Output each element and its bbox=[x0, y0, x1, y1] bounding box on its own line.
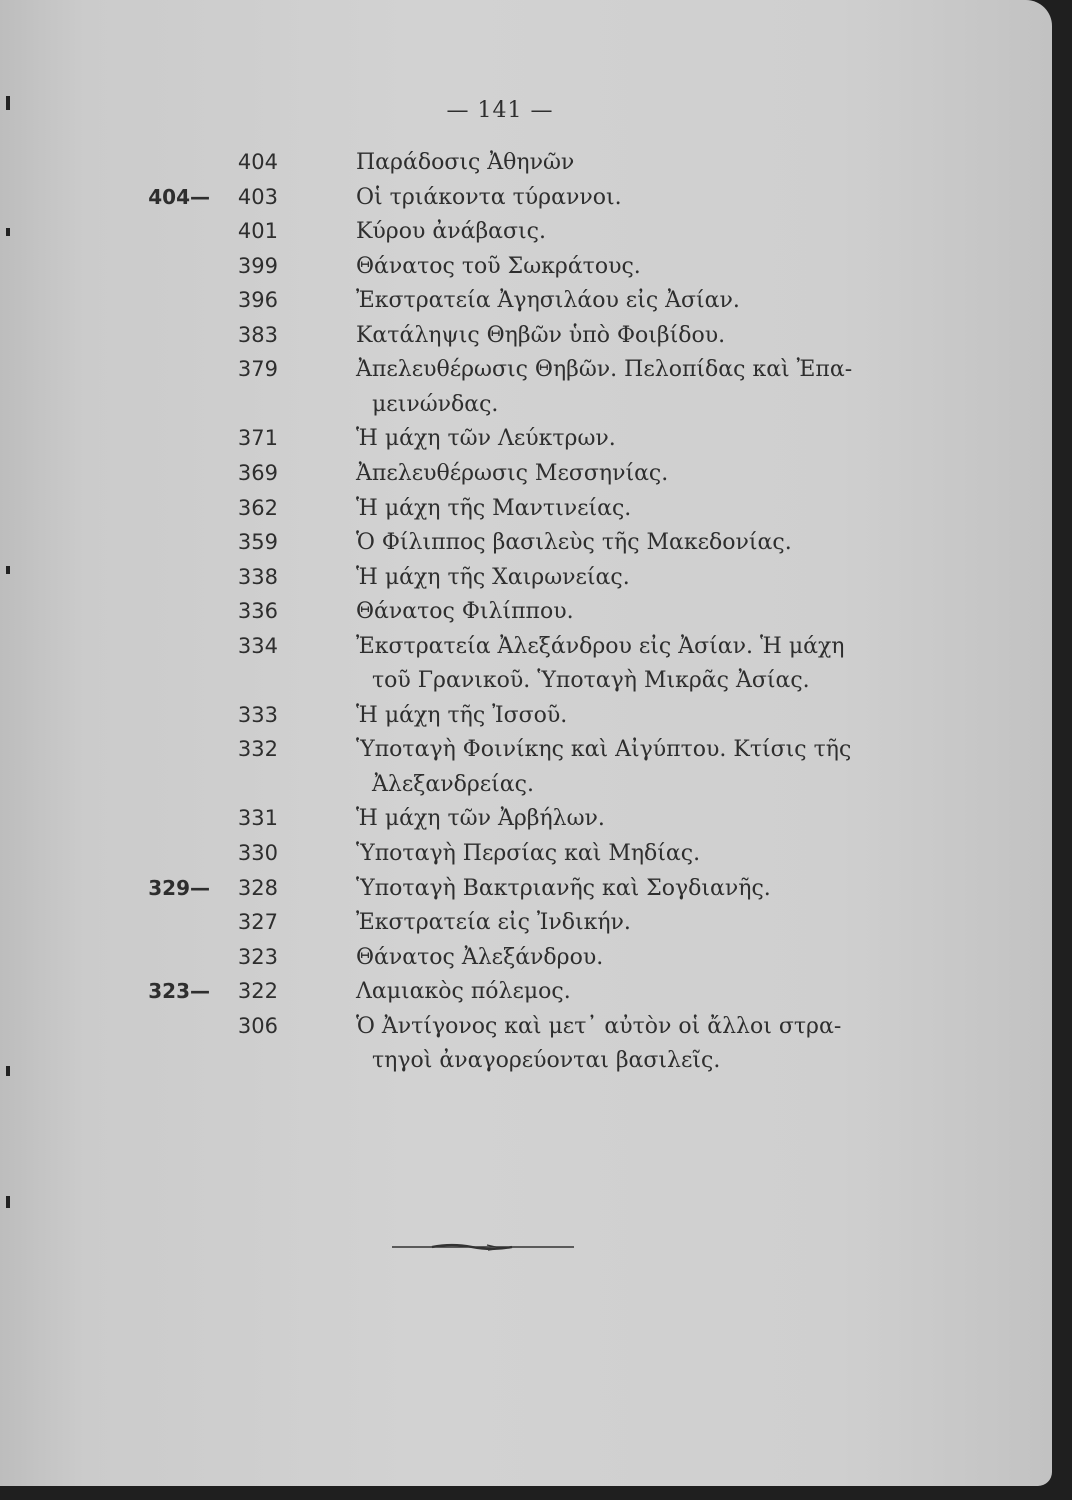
chronology-entry bbox=[0, 146, 1000, 181]
event-text: Θάνατος Ἀλεξάνδρου. bbox=[356, 944, 604, 970]
range-start-year: 404— bbox=[148, 184, 210, 209]
event-text: Ὑποταγὴ Βακτριανῆς καὶ Σογδιανῆς. bbox=[356, 875, 771, 901]
chronology-entry bbox=[0, 457, 1000, 492]
event-text: Θάνατος Φιλίππου. bbox=[356, 599, 574, 625]
year: 401 bbox=[237, 219, 278, 244]
event-text-continued: τοῦ Γρανικοῦ. Ὑποταγὴ Μικρᾶς Ἀσίας. bbox=[372, 668, 810, 694]
range-start-year: 329— bbox=[148, 875, 210, 900]
chronology-entry bbox=[0, 1010, 1000, 1079]
year: 371 bbox=[237, 426, 278, 451]
year: 328 bbox=[237, 875, 278, 900]
year: 369 bbox=[237, 460, 278, 485]
year: 383 bbox=[237, 322, 278, 347]
event-text: Ἐκστρατεία Ἀλεξάνδρου εἰς Ἀσίαν. Ἡ μάχη bbox=[356, 633, 845, 659]
event-text: Ἡ μάχη τῶν Ἀρβήλων. bbox=[356, 806, 605, 832]
chronology-entry bbox=[0, 595, 1000, 630]
range-start-year: 323— bbox=[148, 979, 210, 1004]
event-text: Ἡ μάχη τῶν Λεύκτρων. bbox=[356, 426, 616, 452]
event-text: Ἡ μάχη τῆς Ἰσσοῦ. bbox=[356, 702, 568, 728]
chronology-entry bbox=[0, 215, 1000, 250]
event-text: Παράδοσις Ἀθηνῶν bbox=[356, 150, 575, 175]
event-text: Ἡ μάχη τῆς Χαιρωνείας. bbox=[356, 564, 630, 590]
event-text: Ὁ Φίλιππος βασιλεὺς τῆς Μακεδονίας. bbox=[356, 530, 792, 556]
year: 396 bbox=[237, 288, 278, 313]
chronology-entry bbox=[0, 492, 1000, 527]
year: 322 bbox=[237, 979, 278, 1004]
year: 399 bbox=[237, 253, 278, 278]
margin-mark bbox=[6, 1196, 10, 1208]
year: 333 bbox=[237, 702, 278, 727]
chronology-entry bbox=[0, 630, 1000, 699]
chronology-entry bbox=[0, 319, 1000, 354]
year: 327 bbox=[237, 910, 278, 935]
event-text: Κατάληψις Θηβῶν ὑπὸ Φοιβίδου. bbox=[356, 322, 726, 348]
year: 338 bbox=[237, 564, 278, 589]
year: 359 bbox=[237, 530, 278, 555]
chronology-entry bbox=[0, 284, 1000, 319]
year: 334 bbox=[237, 633, 278, 658]
year: 404 bbox=[237, 150, 278, 174]
page-number: — 141 — bbox=[446, 98, 554, 123]
event-text: Κύρου ἀνάβασις. bbox=[356, 219, 546, 245]
chronology-entry bbox=[0, 699, 1000, 734]
chronology-entry bbox=[0, 250, 1000, 285]
chronology-entry bbox=[0, 906, 1000, 941]
event-text-continued: Ἀλεξανδρείας. bbox=[372, 771, 534, 797]
year: 323 bbox=[237, 944, 278, 969]
event-text: Λαμιακὸς πόλεμος. bbox=[356, 979, 571, 1005]
chronology-entry bbox=[0, 526, 1000, 561]
event-text-continued: τηγοὶ ἀναγορεύονται βασιλεῖς. bbox=[372, 1048, 721, 1074]
event-text-continued: μεινώνδας. bbox=[372, 391, 499, 417]
event-text: Ὑποταγὴ Φοινίκης καὶ Αἰγύπτου. Κτίσις τῆς bbox=[356, 737, 852, 763]
event-text: Ὁ Ἀντίγονος καὶ μετ᾽ αὐτὸν οἱ ἄλλοι στρα- bbox=[356, 1013, 842, 1039]
event-text: Ἀπελευθέρωσις Μεσσηνίας. bbox=[356, 460, 669, 486]
end-ornament bbox=[392, 1242, 574, 1252]
event-text: Ἐκστρατεία Ἀγησιλάου εἰς Ἀσίαν. bbox=[356, 288, 740, 314]
chronology-entry bbox=[0, 872, 1000, 907]
event-text: Ἡ μάχη τῆς Μαντινείας. bbox=[356, 495, 632, 521]
chronology-entry bbox=[0, 941, 1000, 976]
chronology-entry bbox=[0, 422, 1000, 457]
event-text: Ὑποταγὴ Περσίας καὶ Μηδίας. bbox=[356, 841, 701, 866]
chronology-entry bbox=[0, 353, 1000, 422]
year: 331 bbox=[237, 806, 278, 831]
chronology-entry bbox=[0, 975, 1000, 1010]
year: 362 bbox=[237, 495, 278, 520]
event-text: Ἀπελευθέρωσις Θηβῶν. Πελοπίδας καὶ Ἐπα- bbox=[356, 357, 853, 383]
year: 403 bbox=[237, 184, 278, 209]
year: 379 bbox=[237, 357, 278, 382]
year: 330 bbox=[237, 841, 278, 865]
chronology-entry bbox=[0, 561, 1000, 596]
event-text: Ἐκστρατεία εἰς Ἰνδικήν. bbox=[356, 910, 631, 936]
event-text: Οἱ τριάκοντα τύραννοι. bbox=[356, 184, 622, 210]
event-text: Θάνατος τοῦ Σωκράτους. bbox=[356, 253, 641, 279]
year: 306 bbox=[237, 1013, 278, 1038]
chronology-entry bbox=[0, 837, 1000, 872]
year: 336 bbox=[237, 599, 278, 624]
chronology-entry bbox=[0, 802, 1000, 837]
chronology-entry bbox=[0, 733, 1000, 802]
year: 332 bbox=[237, 737, 278, 762]
chronology-entry bbox=[0, 181, 1000, 216]
